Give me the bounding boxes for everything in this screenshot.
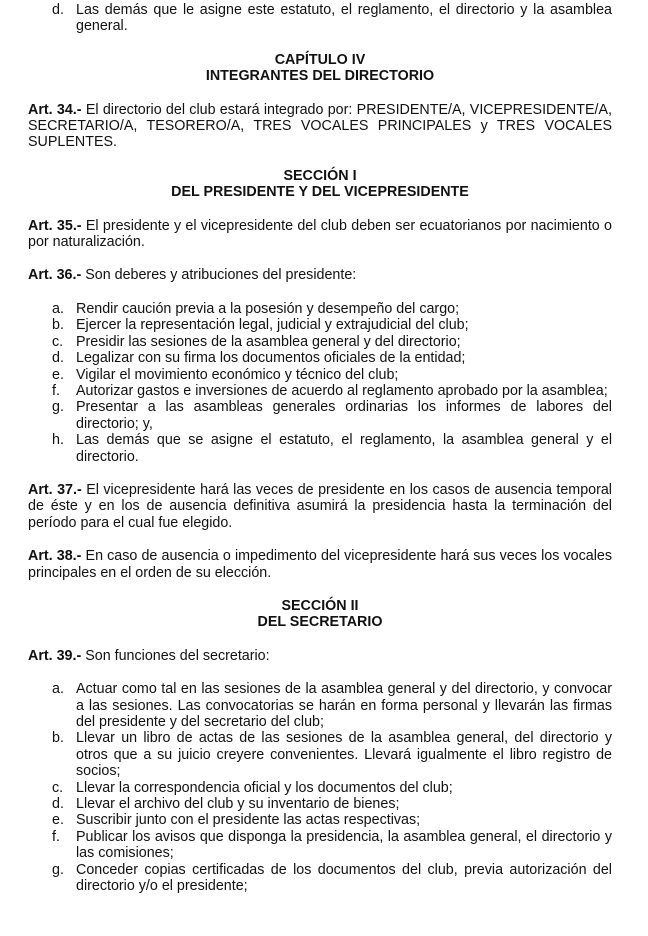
item-letter: g.: [52, 861, 64, 878]
section-2-subtitle: DEL SECRETARIO: [257, 614, 383, 631]
list-item: [28, 730, 612, 779]
item-text: Legalizar con su firma los documentos oficiales de la entidad;: [76, 350, 466, 367]
list-item: [28, 432, 612, 465]
article-39: [28, 648, 612, 664]
section-1-subtitle: DEL PRESIDENTE Y DEL VICEPRESIDENTE: [171, 184, 469, 201]
article-label: Art. 37.-: [28, 481, 82, 498]
article-label: Art. 36.-: [28, 267, 82, 284]
article-text: Son funciones del secretario:: [85, 647, 270, 664]
item-letter: d.: [52, 796, 64, 813]
item-text: Llevar el archivo del club y su inventario de bienes;: [76, 796, 400, 813]
item-letter: f.: [52, 382, 60, 399]
item-text: Llevar un libro de actas de las sesiones de la asamblea general, del directorio y otros que a su juicio creyere convenientes. Llevará igualmente el libro registro de socios;: [76, 730, 612, 780]
article-34: [28, 102, 612, 151]
article-37: [28, 482, 612, 531]
article-label: Art. 35.-: [28, 217, 82, 234]
chapter-subtitle: INTEGRANTES DEL DIRECTORIO: [205, 68, 435, 85]
list-item: [28, 862, 612, 895]
item-letter: e.: [52, 812, 64, 829]
item-text: Las demás que le asigne este estatuto, el reglamento, el directorio y la asamblea general.: [76, 2, 612, 35]
article-38: [28, 548, 612, 581]
item-text: Ejercer la representación legal, judicial y extrajudicial del club;: [76, 317, 469, 334]
list-item: [28, 317, 612, 333]
top-list: [28, 2, 612, 35]
item-letter: b.: [52, 317, 64, 334]
article-35: [28, 218, 612, 251]
list-item: [28, 301, 612, 317]
item-letter: d.: [52, 350, 64, 367]
list-item: [28, 812, 612, 828]
list-item: [28, 829, 612, 862]
item-text: Presentar a las asambleas generales ordinarias los informes de labores del directorio; y,: [76, 399, 612, 432]
item-letter: c.: [52, 333, 64, 350]
article-text: El presidente y el vicepresidente del club deben ser ecuatorianos por nacimiento o por naturalización.: [28, 217, 612, 251]
item-letter: g.: [52, 399, 64, 416]
item-letter: d.: [52, 2, 64, 18]
article-text: En caso de ausencia o impedimento del vicepresidente hará sus veces los vocales principales en el orden de su elección.: [28, 548, 612, 581]
list-item: [28, 796, 612, 812]
list-item: [28, 350, 612, 366]
item-letter: e.: [52, 366, 64, 383]
list-item: [28, 383, 612, 399]
article-36-list: [28, 301, 612, 465]
list-item: [28, 367, 612, 383]
item-letter: a.: [52, 681, 64, 698]
item-text: Llevar la correspondencia oficial y los documentos del club;: [76, 779, 453, 796]
item-letter: f.: [52, 828, 60, 845]
item-text: Autorizar gastos e inversiones de acuerdo al reglamento aprobado por la asamblea;: [76, 382, 608, 399]
article-39-list: [28, 681, 612, 894]
item-text: Rendir caución previa a la posesión y desempeño del cargo;: [76, 300, 460, 317]
article-36: [28, 267, 612, 283]
list-item: [28, 681, 612, 730]
item-text: Las demás que se asigne el estatuto, el reglamento, la asamblea general y el directorio.: [76, 432, 612, 465]
list-item: [28, 2, 612, 35]
section-2-title: SECCIÓN II: [281, 597, 359, 614]
article-text: El directorio del club estará integrado por: PRESIDENTE/A, VICEPRESIDENTE/A, SECRETARIO/A, TESORERO/A, TRES VOCALES PRINCIPALES y TRES VOCALES SUPLENTES.: [28, 101, 612, 151]
article-label: Art. 38.-: [28, 548, 82, 565]
item-letter: c.: [52, 779, 64, 796]
article-label: Art. 34.-: [28, 101, 82, 118]
item-text: Vigilar el movimiento económico y técnico del club;: [76, 366, 399, 383]
chapter-title: CAPÍTULO IV: [274, 51, 366, 68]
section-1-title: SECCIÓN I: [283, 167, 357, 184]
list-item: [28, 334, 612, 350]
item-text: Suscribir junto con el presidente las actas respectivas;: [76, 812, 421, 829]
list-item: [28, 399, 612, 432]
item-text: Presidir las sesiones de la asamblea general y del directorio;: [76, 333, 461, 350]
item-letter: a.: [52, 300, 64, 317]
item-text: Publicar los avisos que disponga la presidencia, la asamblea general, el directorio y las comisiones;: [76, 828, 612, 862]
article-label: Art. 39.-: [28, 647, 82, 664]
list-item: [28, 780, 612, 796]
item-letter: b.: [52, 730, 64, 747]
item-text: Actuar como tal en las sesiones de la asamblea general y del directorio, y convocar a las sesiones. Las convocatorias se harán en forma personal y llevarán las firmas del presidente y del secretario del club;: [76, 681, 612, 730]
item-letter: h.: [52, 432, 64, 449]
article-text: Son deberes y atribuciones del presidente:: [85, 267, 357, 284]
article-text: El vicepresidente hará las veces de presidente en los casos de ausencia temporal de éste y en los de ausencia definitiva asumirá la presidencia hasta la terminación del período para el cual fue elegido.: [28, 481, 612, 531]
item-text: Conceder copias certificadas de los documentos del club, previa autorización del directorio y/o el presidente;: [76, 861, 612, 895]
